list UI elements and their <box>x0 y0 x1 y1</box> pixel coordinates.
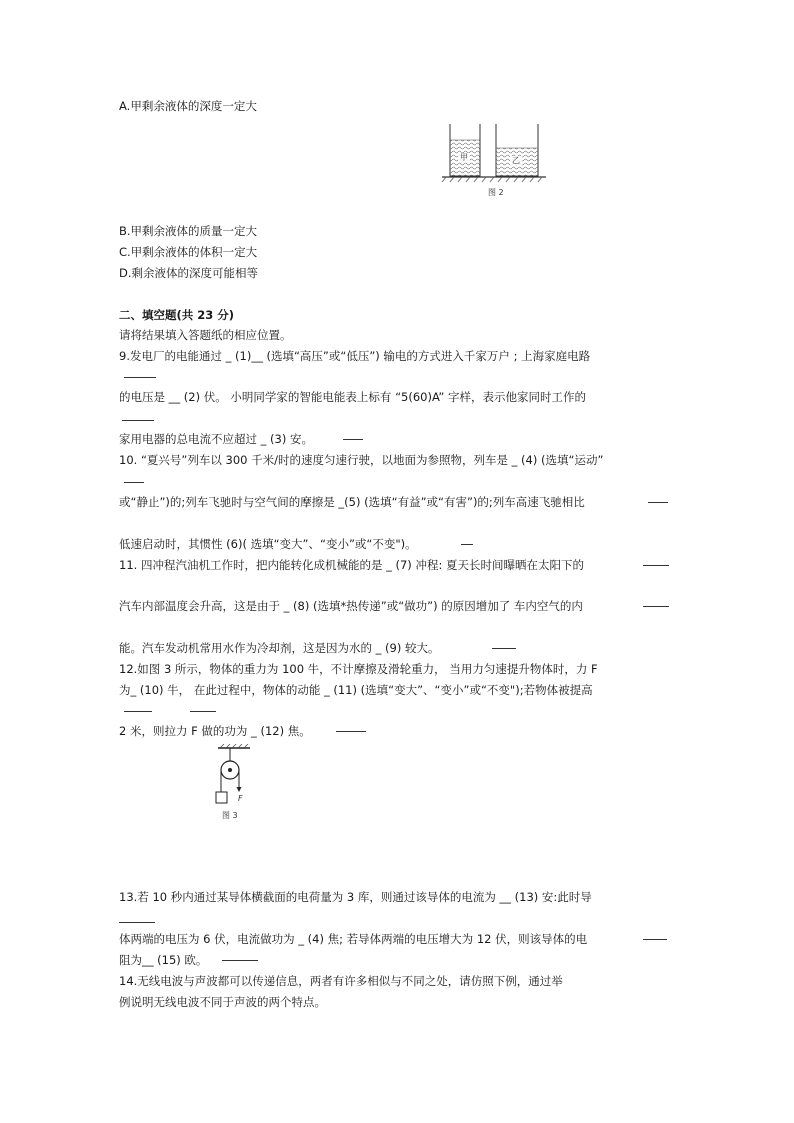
answer-rule <box>343 439 363 440</box>
answer-rule <box>124 711 152 712</box>
answer-rule <box>643 606 669 607</box>
figure-2-caption: 图 2 <box>488 188 504 197</box>
q12-line-3: 2 米，则拉力 F 做的功为 _ (12) 焦。 <box>119 724 311 738</box>
figure-3-pulley-diagram <box>208 744 260 822</box>
section-title: 二、填空题(共 23 分) <box>119 308 235 322</box>
section-instruction: 请将结果填入答题纸的相应位置。 <box>119 328 292 342</box>
q14-line-1: 14.无线电波与声波都可以传递信息，两者有许多相似与不同之处，请仿照下例，通过举 <box>119 974 563 988</box>
option-a: A.甲剩余液体的深度一定大 <box>119 99 257 113</box>
answer-rule <box>461 544 473 545</box>
q12-line-2: 为_ (10) 牛， 在此过程中，物体的动能 _ (11) (选填“变大”、“变小”或“不变");若物体被提高 <box>119 683 593 697</box>
answer-rule <box>336 731 366 732</box>
q11-line-2: 汽车内部温度会升高，这是由于 _ (8) (选填*热传递”或“做功”) 的原因增加了 车内空气的内 <box>119 599 583 613</box>
answer-rule <box>124 377 156 378</box>
force-label: F <box>238 794 243 803</box>
q9-line-3: 家用电器的总电流不应超过 _ (3) 安。 <box>119 432 314 446</box>
answer-rule <box>643 565 669 566</box>
q14-line-2: 例说明无线电波不同于声波的两个特点。 <box>119 995 326 1009</box>
q10-line-2: 或“静止”)的;列车飞驰时与空气间的摩擦是 _(5) (选填“有益”或“有害”)的;列车高速飞驰相比 <box>119 495 585 509</box>
answer-rule <box>124 482 144 483</box>
q9-line-1: 9.发电厂的电能通过 _ (1)__ (选填“高压”或“低压”) 输电的方式进入千家万户 ; 上海家庭电路 <box>119 349 591 363</box>
q10-line-3: 低速启动时，其惯性 (6)( 选填“变大”、“变小”或“不变")。 <box>119 537 417 551</box>
option-c: C.甲剩余液体的体积一定大 <box>119 245 258 259</box>
answer-rule <box>492 648 516 649</box>
q12-line-1: 12.如图 3 所示，物体的重力为 100 牛，不计摩擦及滑轮重力， 当用力匀速提升物体时，力 F <box>119 662 598 676</box>
q11-line-1: 11. 四冲程汽油机工作时，把内能转化成机械能的是 _ (7) 冲程: 夏天长时间曝晒在太阳下的 <box>119 558 584 572</box>
answer-rule <box>222 960 258 961</box>
q11-line-3: 能。汽车发动机常用水作为冷却剂，这是因为水的 _ (9) 较大。 <box>119 641 440 655</box>
figure-2-containers-diagram <box>440 118 548 200</box>
q13-line-2: 体两端的电压为 6 伏，电流做功为 _ (4) 焦; 若导体两端的电压增大为 12 伏，则该导体的电 <box>119 932 588 946</box>
figure-3-caption: 图 3 <box>222 811 238 820</box>
q13-line-3: 阻为__ (15) 欧。 <box>119 953 208 967</box>
answer-rule <box>648 502 668 503</box>
q13-line-1: 13.若 10 秒内通过某导体横截面的电荷量为 3 库，则通过该导体的电流为 __ (13) 安:此时导 <box>119 890 592 904</box>
answer-rule <box>122 420 154 421</box>
q10-line-1: 10. “夏兴号”列车以 300 千米/时的速度匀速行驶，以地面为参照物，列车是 _ (4) (选填“运动” <box>119 453 604 467</box>
label-yi: 乙 <box>512 156 520 165</box>
answer-rule <box>643 939 667 940</box>
q9-line-2: 的电压是 __ (2) 伏。 小明同学家的智能电能表上标有 “5(60)A” 字样，表示他家同时工作的 <box>119 390 587 404</box>
answer-rule <box>119 922 155 923</box>
option-d: D.剩余液体的深度可能相等 <box>119 266 259 280</box>
option-b: B.甲剩余液体的质量一定大 <box>119 224 258 238</box>
answer-rule <box>190 711 216 712</box>
label-jia: 甲 <box>460 153 468 162</box>
